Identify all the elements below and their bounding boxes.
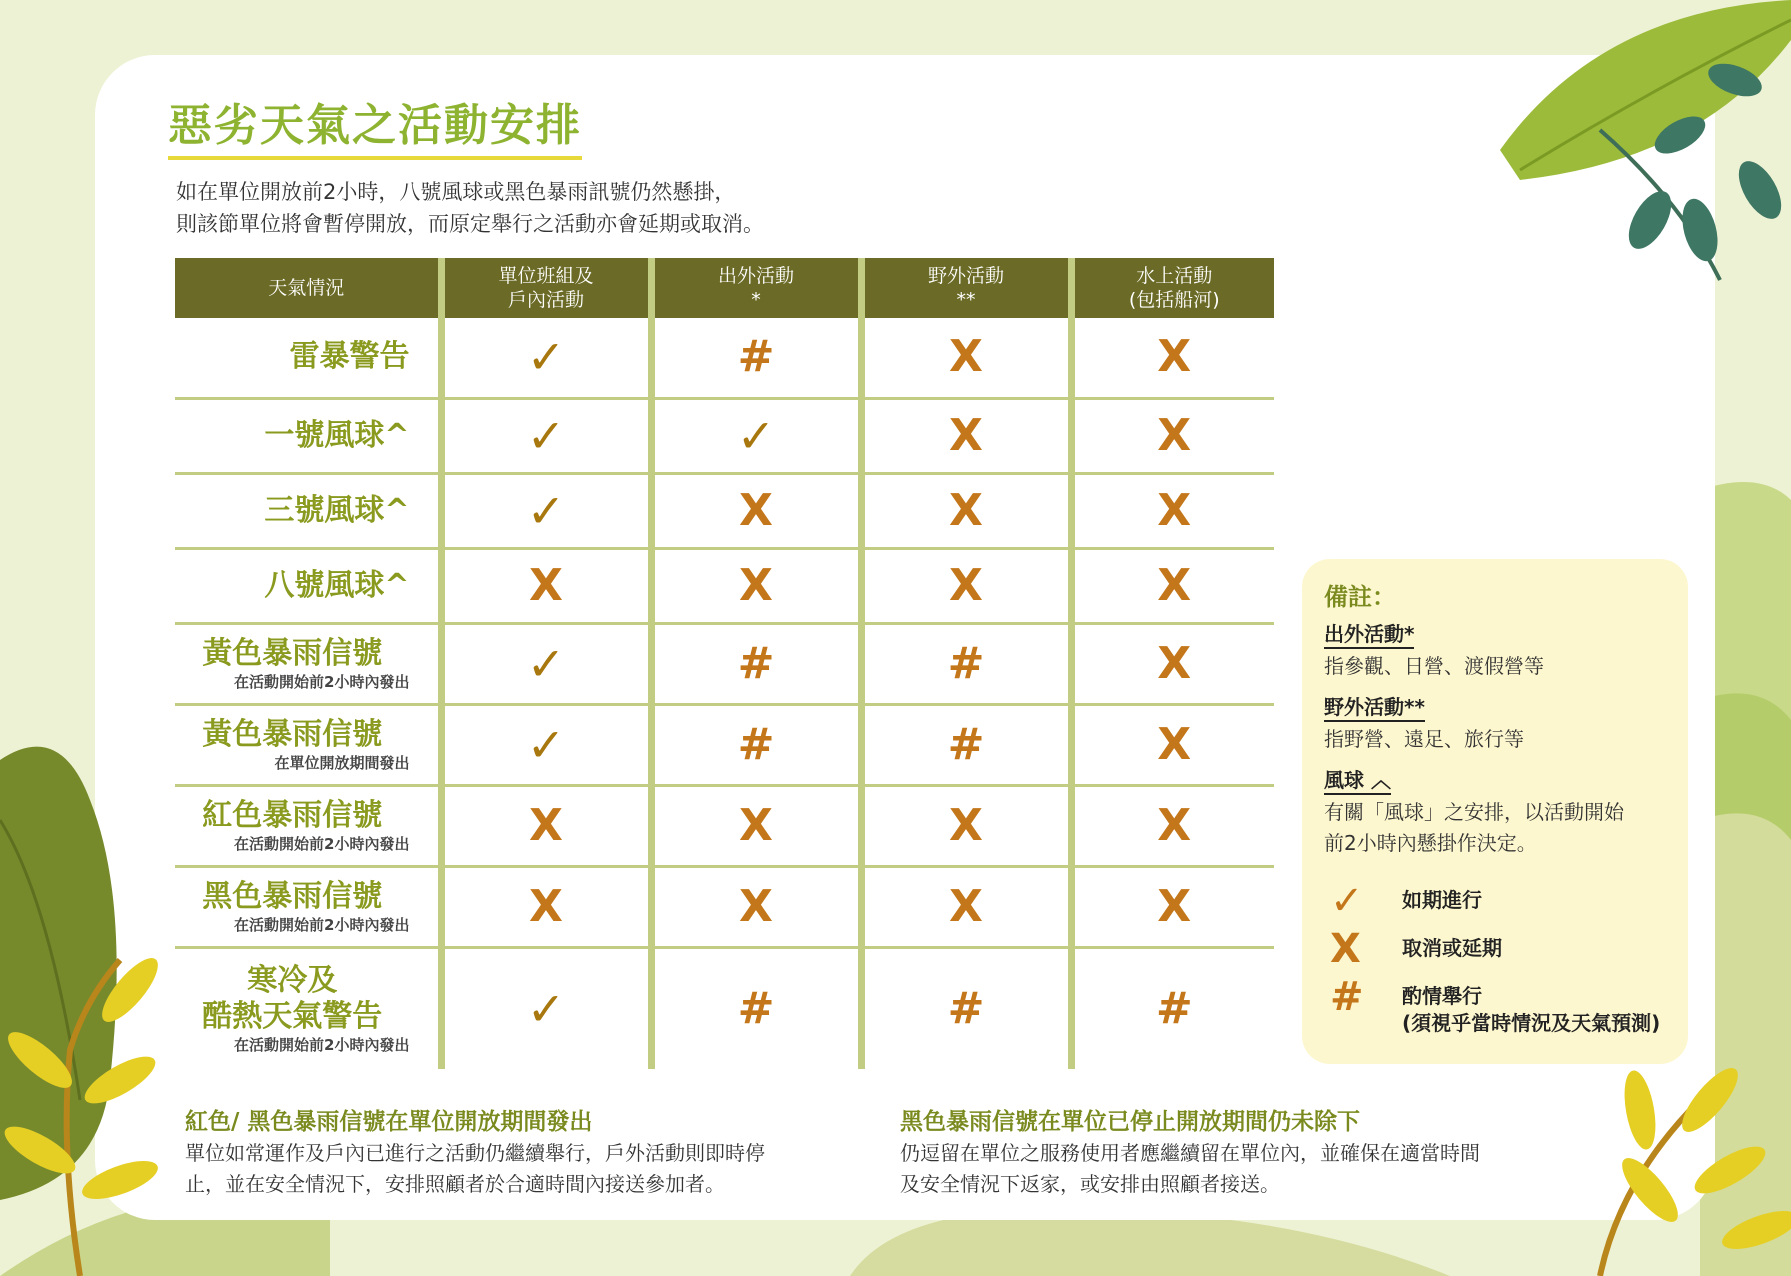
table-row (175, 548, 1274, 623)
note-signal: 風球 ︿ 有關「風球」之安排，以活動開始 前2小時內懸掛作決定。 (1324, 768, 1624, 855)
status-cell: # (651, 947, 861, 1069)
table-row (175, 704, 1274, 785)
condition-cell: 黃色暴雨信號 在活動開始前2小時內發出 (175, 623, 441, 704)
status-cell: # (1071, 947, 1274, 1069)
status-cell: X (861, 318, 1071, 398)
status-cell: # (861, 947, 1071, 1069)
table-row (175, 623, 1274, 704)
status-cell: X (1071, 398, 1274, 473)
hash-icon: # (1330, 974, 1364, 1020)
status-cell: ✓ (441, 473, 651, 548)
intro-line-2: 則該節單位將會暫停開放，而原定舉行之活動亦會延期或取消。 (176, 212, 764, 236)
bottom-right-note: 黑色暴雨信號在單位已停止開放期間仍未除下 仍逗留在單位之服務使用者應繼續留在單位內，並確保在適當時間 及安全情況下返家，或安排由照顧者接送。 (900, 1109, 1480, 1196)
status-cell: X (1071, 623, 1274, 704)
condition-cell: 寒冷及 酷熱天氣警告 在活動開始前2小時內發出 (175, 947, 441, 1069)
table-row (175, 866, 1274, 947)
status-cell: X (651, 785, 861, 866)
condition-cell: 三號風球^ (175, 473, 441, 548)
status-cell: X (441, 548, 651, 623)
weather-activity-table (175, 258, 1274, 1069)
status-cell: ✓ (441, 704, 651, 785)
status-cell: X (1071, 785, 1274, 866)
status-cell: # (651, 318, 861, 398)
intro-line-1: 如在單位開放前2小時，八號風球或黑色暴雨訊號仍然懸掛， (176, 180, 736, 204)
check-icon: ✓ (1330, 878, 1364, 924)
status-cell: ✓ (441, 318, 651, 398)
status-cell: ✓ (441, 398, 651, 473)
status-cell: X (861, 785, 1071, 866)
table-row (175, 318, 1274, 398)
header-outing: 出外活動 * (651, 258, 861, 318)
table-header-row (175, 258, 1274, 318)
symbol-legend (1324, 879, 1674, 1045)
status-cell: X (651, 548, 861, 623)
status-cell: ✓ (441, 623, 651, 704)
status-cell: X (1071, 704, 1274, 785)
status-cell: X (441, 866, 651, 947)
header-weather: 天氣情況 (175, 258, 441, 318)
status-cell: X (651, 866, 861, 947)
condition-cell: 紅色暴雨信號 在活動開始前2小時內發出 (175, 785, 441, 866)
table-row (175, 947, 1274, 1069)
header-outdoor: 野外活動 ** (861, 258, 1071, 318)
status-cell: X (1071, 548, 1274, 623)
status-cell: # (861, 623, 1071, 704)
table-row (175, 473, 1274, 548)
intro-text (176, 176, 764, 240)
status-cell: X (1157, 331, 1192, 383)
status-cell: X (1071, 866, 1274, 947)
status-cell: # (651, 623, 861, 704)
condition-cell: 八號風球^ (175, 548, 441, 623)
condition-cell: 一號風球^ (175, 398, 441, 473)
note-outing: 出外活動* 指參觀、日營、渡假營等 (1324, 622, 1544, 678)
cross-icon: X (1330, 926, 1361, 972)
note-outdoor: 野外活動** 指野營、遠足、旅行等 (1324, 695, 1524, 751)
condition-cell: 雷暴警告 (175, 318, 441, 398)
notes-title: 備註： (1324, 583, 1396, 611)
page-title: 惡劣天氣之活動安排 (168, 98, 582, 160)
status-cell: X (861, 548, 1071, 623)
status-cell: # (861, 704, 1071, 785)
status-cell: X (1071, 473, 1274, 548)
status-cell: ✓ (651, 398, 861, 473)
notes-box (1302, 559, 1688, 1064)
status-cell: X (441, 785, 651, 866)
bottom-left-note: 紅色/ 黑色暴雨信號在單位開放期間發出 單位如常運作及戶內已進行之活動仍繼續舉行，戶外活動則即時停 止，並在安全情況下，安排照顧者於合適時間內接送參加者。 (185, 1109, 765, 1196)
legend-item-cancel: X 取消或延期 (1330, 926, 1502, 972)
status-cell: X (861, 398, 1071, 473)
status-cell: ✓ (441, 947, 651, 1069)
header-indoor: 單位班組及 戶內活動 (441, 258, 651, 318)
condition-cell: 黑色暴雨信號 在活動開始前2小時內發出 (175, 866, 441, 947)
status-cell: # (651, 704, 861, 785)
legend-item-discretion: # 酌情舉行 (須視乎當時情況及天氣預測) (1330, 974, 1661, 1035)
status-cell: X (861, 473, 1071, 548)
header-water: 水上活動 (包括船河) (1071, 258, 1274, 318)
status-cell: X (651, 473, 861, 548)
condition-cell: 黃色暴雨信號 在單位開放期間發出 (175, 704, 441, 785)
table-row (175, 785, 1274, 866)
caret-up-icon: ︿ (1370, 768, 1391, 792)
status-cell: X (861, 866, 1071, 947)
table-row (175, 398, 1274, 473)
legend-item-proceed: ✓ 如期進行 (1330, 878, 1482, 924)
